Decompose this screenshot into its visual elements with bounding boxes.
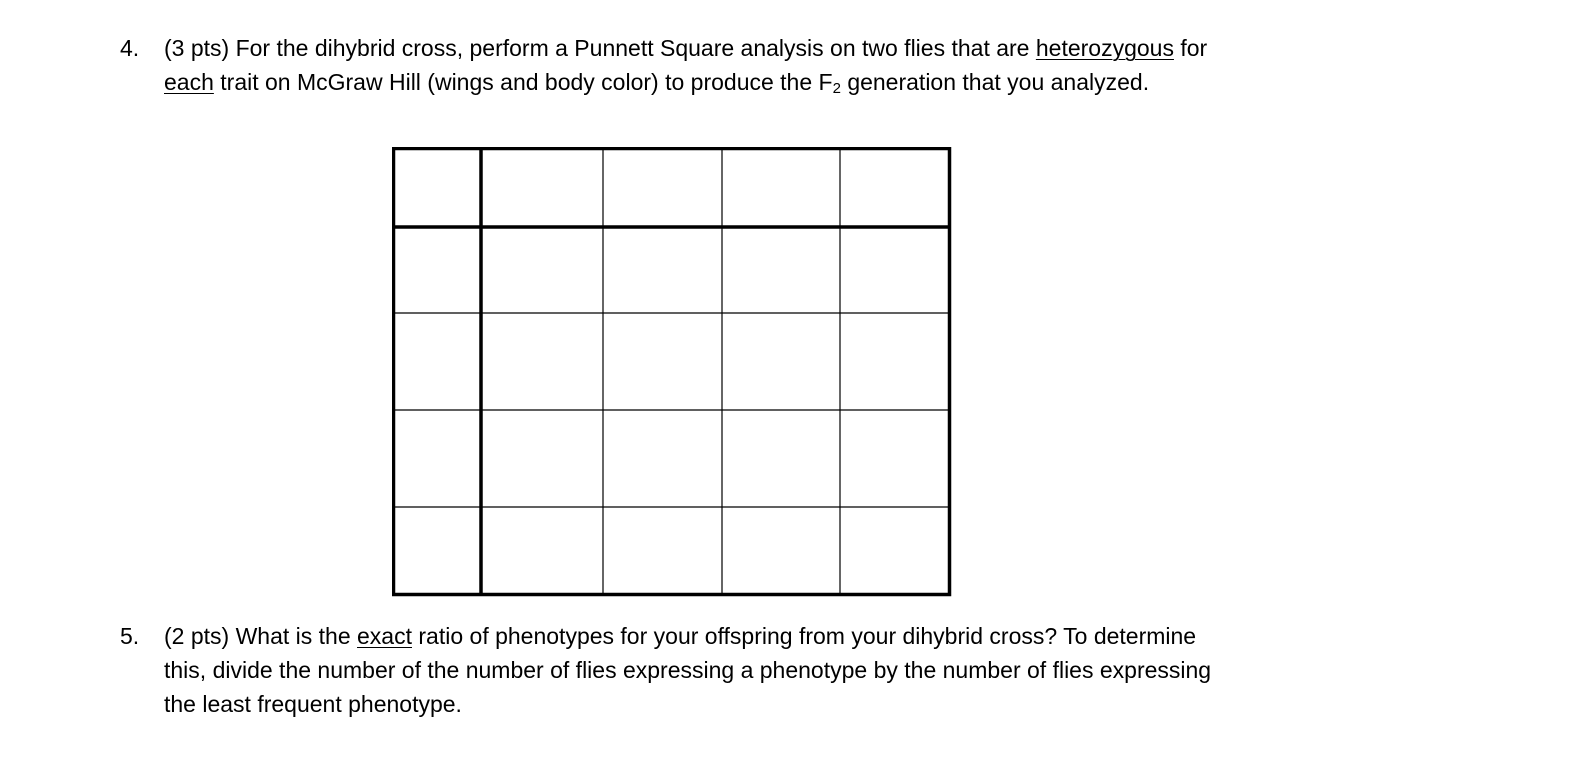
question-5-text-a: What is the xyxy=(235,623,351,649)
question-5 xyxy=(120,619,1370,721)
question-4-subscript: 2 xyxy=(832,80,841,97)
punnett-square xyxy=(392,147,952,597)
punnett-square-grid xyxy=(392,147,952,597)
question-4-line-1 xyxy=(120,31,1370,65)
question-4-text-b: for xyxy=(1180,35,1208,61)
question-5-line-1 xyxy=(120,619,1370,653)
question-4-text-c: trait on McGraw Hill (wings and body color) to produce the F xyxy=(220,69,833,95)
question-5-underlined-exact: exact xyxy=(357,623,412,649)
question-4-underlined-heterozygous: heterozygous xyxy=(1035,35,1174,61)
punnett-square-border xyxy=(394,149,950,595)
question-4-text-line-1 xyxy=(164,31,1370,65)
question-4-points: (3 pts) xyxy=(164,35,230,61)
question-4-text-d: generation that you analyzed. xyxy=(847,69,1150,95)
question-5-text-line-1 xyxy=(164,619,1370,653)
question-4-underlined-each: each xyxy=(164,69,214,95)
question-5-number: 5. xyxy=(120,623,140,649)
question-5-points: (2 pts) xyxy=(164,623,230,649)
question-5-text-b: ratio of phenotypes for your offspring from your dihybrid cross? To determine xyxy=(418,623,1197,649)
question-5-line-3: the least frequent phenotype. xyxy=(164,691,462,717)
question-4-line-2 xyxy=(120,65,1370,106)
question-4-number: 4. xyxy=(120,35,140,61)
question-4-text-a: For the dihybrid cross, perform a Punnett Square analysis on two flies that are xyxy=(235,35,1030,61)
question-5-line-2: this, divide the number of the number of flies expressing a phenotype by the number of flies expressing xyxy=(164,657,1212,683)
question-4 xyxy=(120,31,1370,106)
